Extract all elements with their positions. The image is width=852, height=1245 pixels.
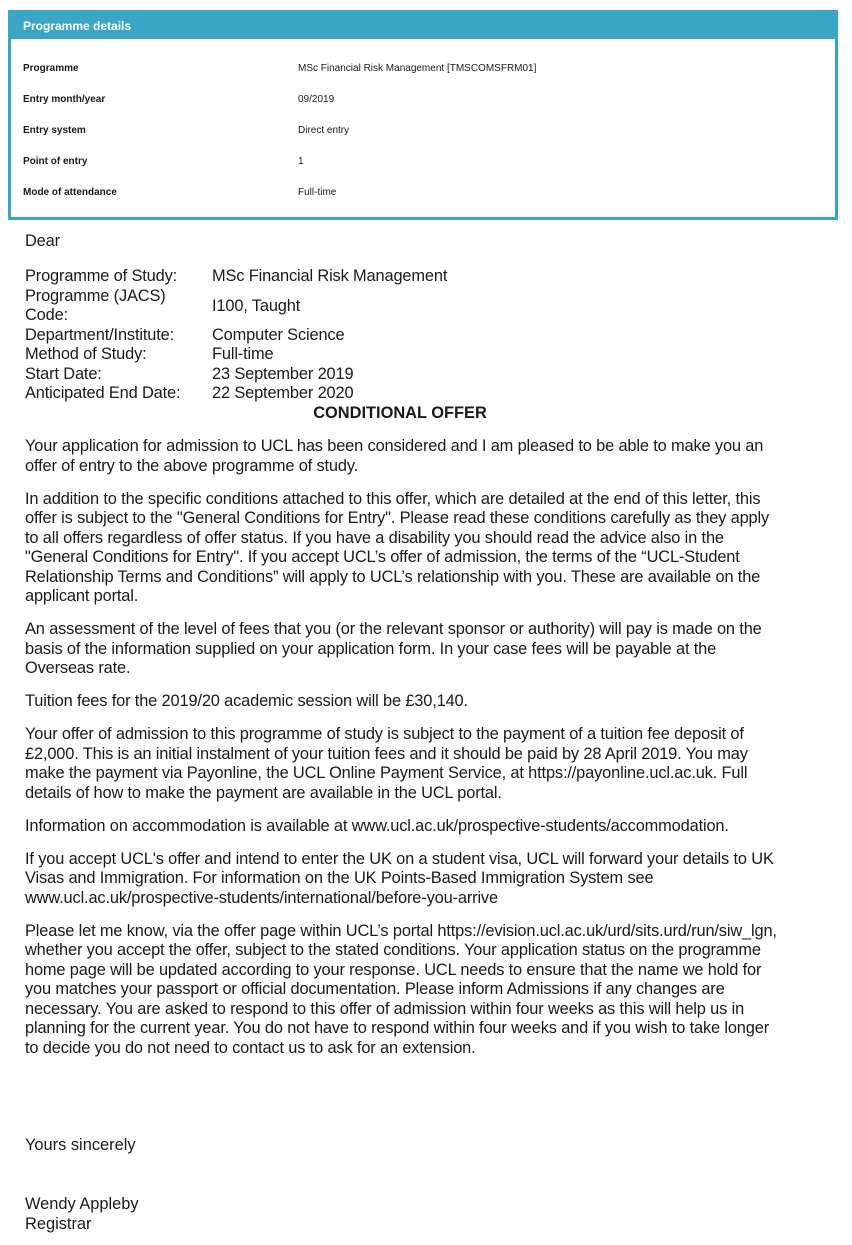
entry-month-row xyxy=(11,90,835,110)
panel-header: Programme details xyxy=(11,13,835,39)
entry-system-value: Direct entry xyxy=(298,125,350,136)
summary-label-start: Start Date: xyxy=(25,364,102,383)
signature-block xyxy=(25,1195,139,1234)
entry-month-label: Entry month/year xyxy=(23,94,106,105)
signoff: Yours sincerely xyxy=(25,1136,136,1154)
signatory-name: Wendy Appleby xyxy=(25,1195,139,1213)
mode-of-attendance-value: Full-time xyxy=(298,187,337,198)
offer-letter xyxy=(25,232,825,405)
paragraph-response: Please let me know, via the offer page within UCL’s portal https://evision.ucl.ac.uk/urd/sits.urd/run/siw_lgn, whether you accept the offer, subject to the stated conditions. Your application status on the programme home page will be updated according to your response. UCL needs to ensure that the name we hold for you matches your passport or official documentation. Please inform Admissions if any changes are necessary. You are asked to respond to this offer of admission within four weeks as this will help us in planning for the current year. You do not have to respond within four weeks and if you wish to take longer to decide you do not need to contact us to ask for an extension. xyxy=(25,921,777,1057)
summary-label-department: Department/Institute: xyxy=(25,325,174,344)
paragraph-consideration: Your application for admission to UCL has been considered and I am pleased to be able to make you an offer of entry to the above programme of study. xyxy=(25,437,764,475)
programme-value: MSc Financial Risk Management [TMSCOMSFRM01] xyxy=(298,63,537,74)
programme-row xyxy=(11,59,835,79)
mode-of-attendance-row xyxy=(11,183,835,203)
paragraph-tuition-fees: Tuition fees for the 2019/20 academic session will be £30,140. xyxy=(25,692,468,710)
entry-system-label: Entry system xyxy=(23,125,86,136)
programme-label: Programme xyxy=(23,63,79,74)
summary-value-end: 22 September 2020 xyxy=(212,383,354,402)
greeting: Dear xyxy=(25,232,60,250)
point-of-entry-label: Point of entry xyxy=(23,156,88,167)
paragraph-conditions: In addition to the specific conditions attached to this offer, which are detailed at the end of this letter, this offer is subject to the "General Conditions for Entry". Please read these conditions carefully as they apply to all offers regardless of offer status. If you have a disability you should read the advice also in the "General Conditions for Entry". If you accept UCL’s offer of admission, the terms of the “UCL-Student Relationship Terms and Conditions” will apply to UCL’s relationship with you. These are available on the applicant portal. xyxy=(25,489,770,605)
programme-details-panel xyxy=(8,10,838,220)
paragraph-visa: If you accept UCL's offer and intend to enter the UK on a student visa, UCL will forward your details to UK Visas and Immigration. For information on the UK Points-Based Immigration System see www.ucl.ac.uk/prospective-students/international/before-you-arrive xyxy=(25,849,774,907)
mode-of-attendance-label: Mode of attendance xyxy=(23,187,117,198)
summary-label-programme: Programme of Study: xyxy=(25,266,178,285)
summary-value-method: Full-time xyxy=(212,344,274,363)
letter-paragraphs xyxy=(25,437,785,1072)
summary-label-method: Method of Study: xyxy=(25,344,147,363)
point-of-entry-value: 1 xyxy=(298,156,304,167)
signatory-title: Registrar xyxy=(25,1214,92,1233)
paragraph-fee-assessment: An assessment of the level of fees that you (or the relevant sponsor or authority) will pay is made on the basis of the information supplied on your application form. In your case fees will be payable at the Overseas rate. xyxy=(25,620,762,677)
paragraph-accommodation: Information on accommodation is available at www.ucl.ac.uk/prospective-students/accommodation. xyxy=(25,816,729,835)
summary-label-jacs: Programme (JACS) Code: xyxy=(25,286,166,325)
summary-value-programme: MSc Financial Risk Management xyxy=(212,266,448,285)
summary-value-start: 23 September 2019 xyxy=(212,364,354,383)
entry-month-value: 09/2019 xyxy=(298,94,335,105)
point-of-entry-row xyxy=(11,152,835,172)
summary-value-jacs: I100, Taught xyxy=(212,296,301,315)
summary-label-end: Anticipated End Date: xyxy=(25,383,181,402)
entry-system-row xyxy=(11,121,835,141)
summary-value-department: Computer Science xyxy=(212,325,345,344)
paragraph-deposit: Your offer of admission to this programme of study is subject to the payment of a tuition fee deposit of £2,000. This is an initial instalment of your tuition fees and it should be paid by 28 April 2019. You may make the payment via Payonline, the UCL Online Payment Service, at https://payonline.ucl.ac.uk. Full details of how to make the payment are available in the UCL portal. xyxy=(25,725,748,802)
offer-heading: CONDITIONAL OFFER xyxy=(313,404,487,422)
programme-summary xyxy=(25,265,825,405)
